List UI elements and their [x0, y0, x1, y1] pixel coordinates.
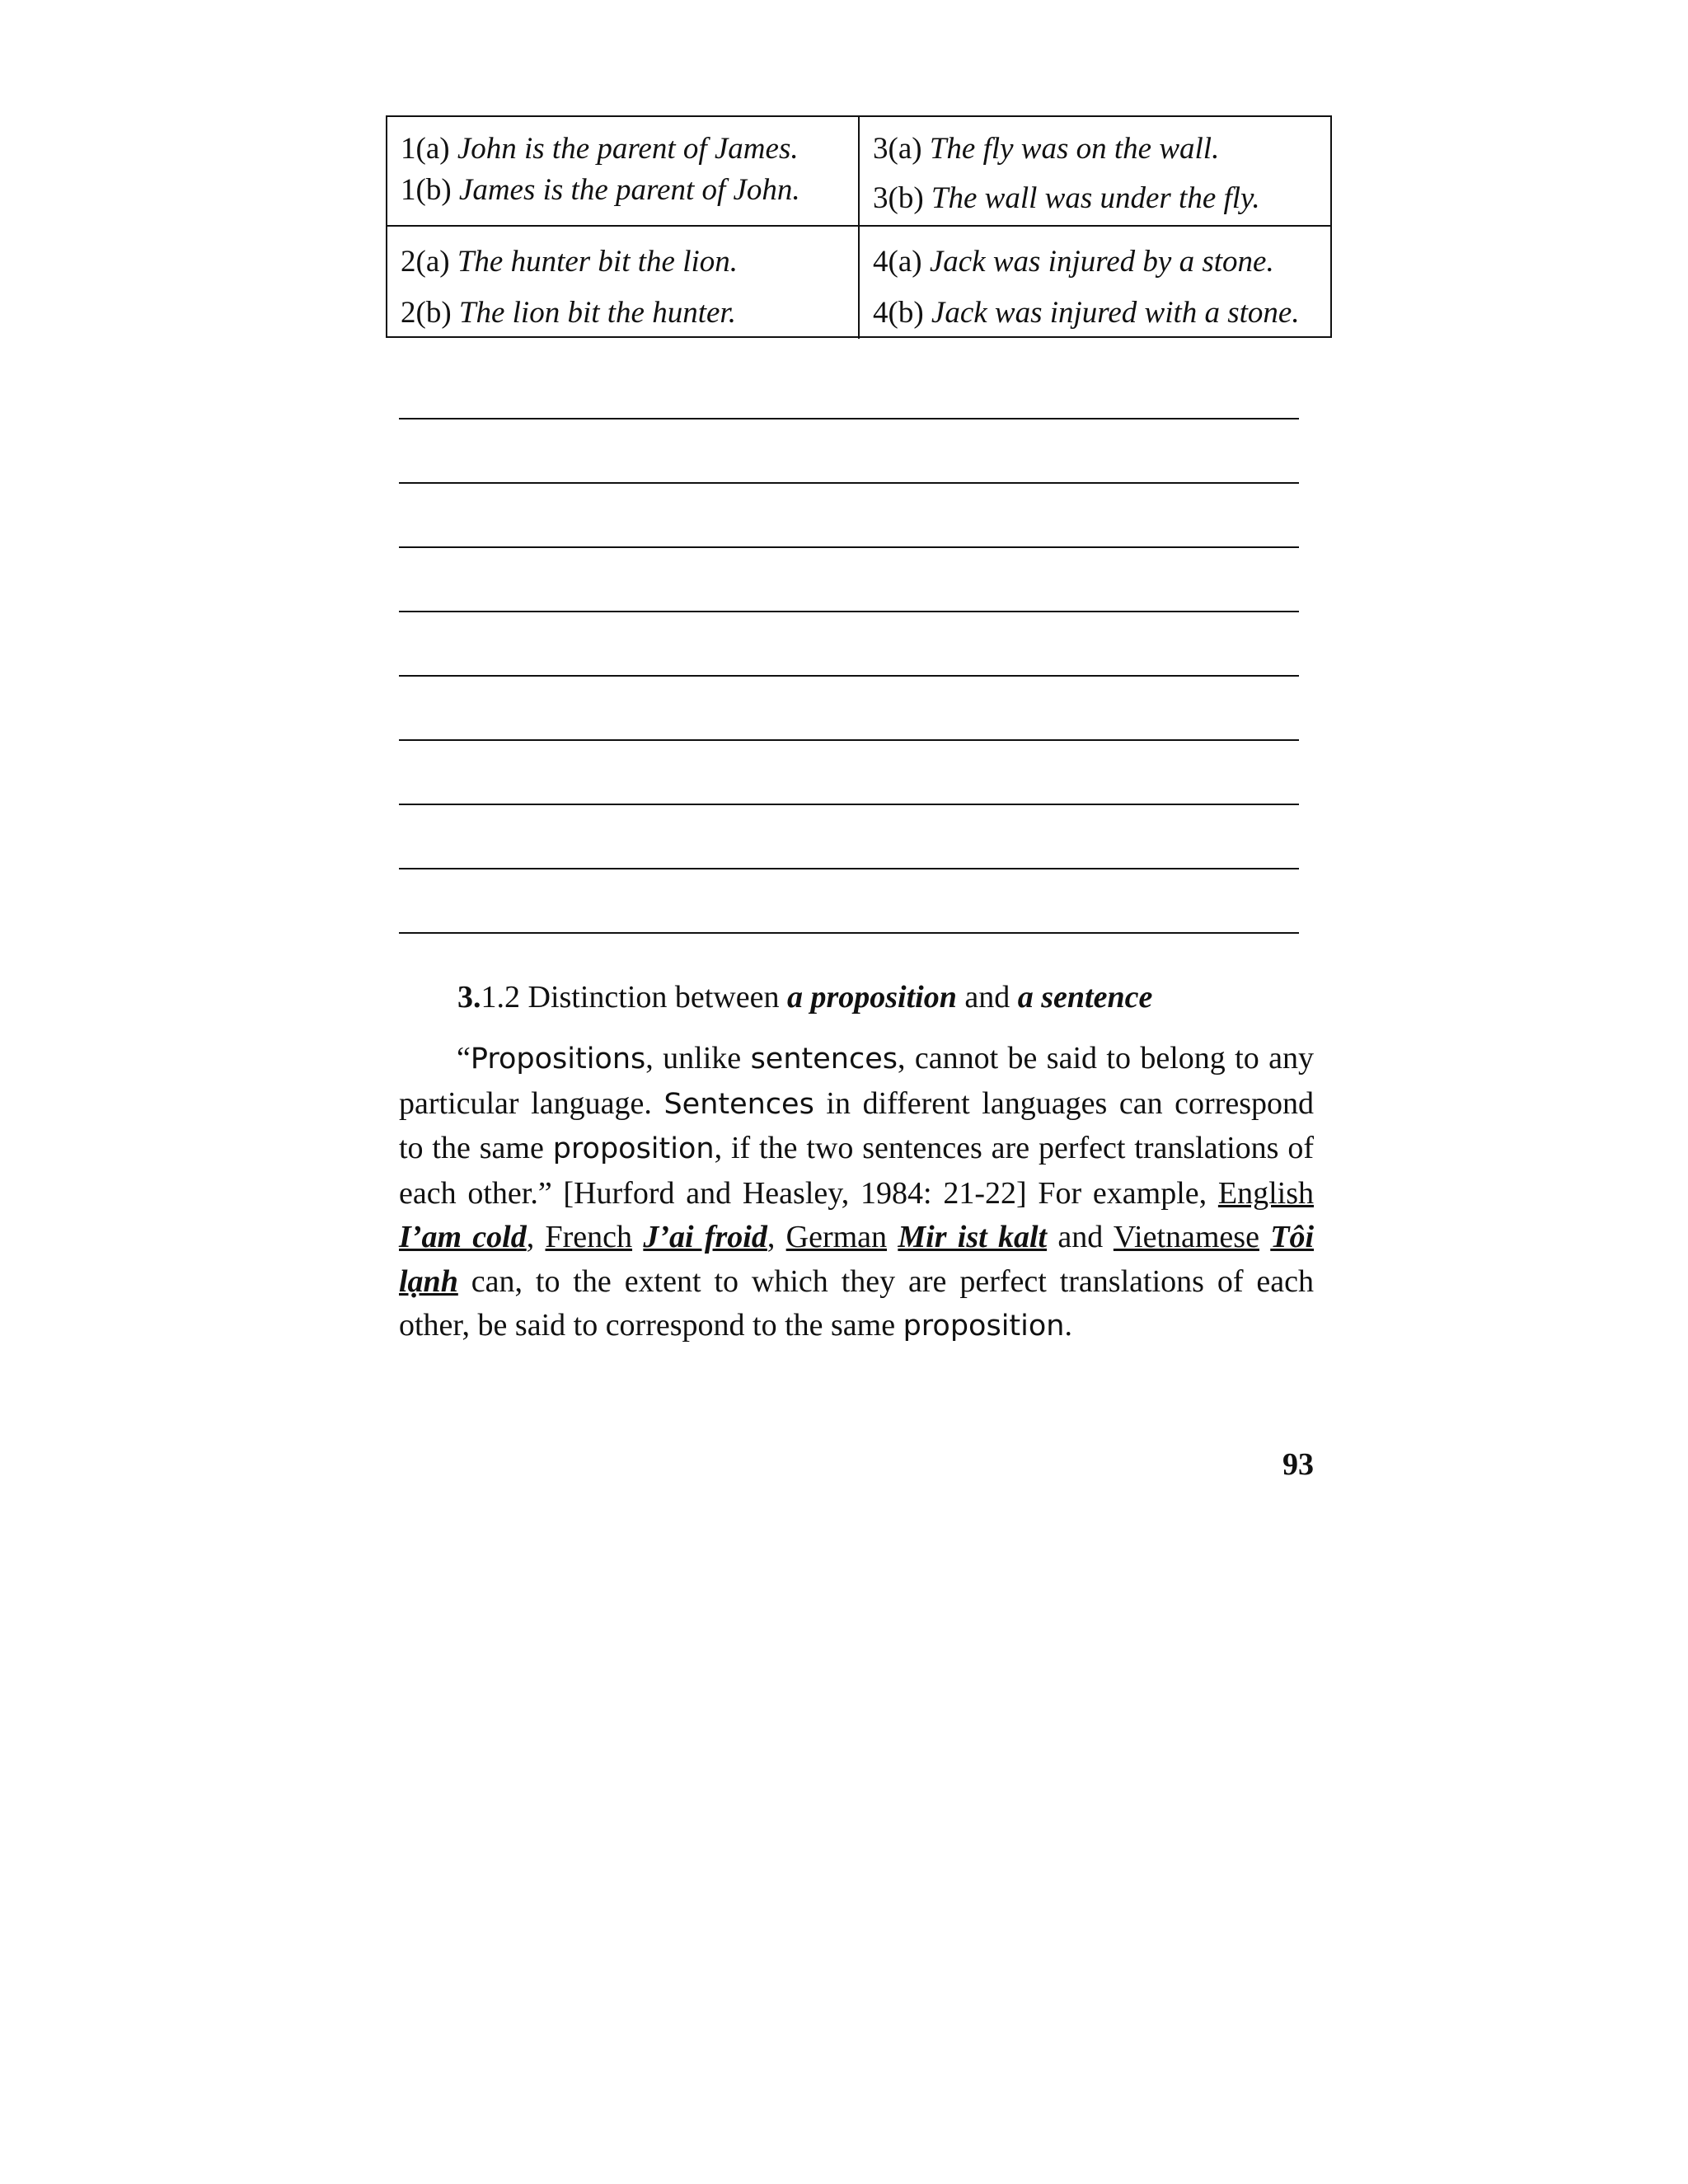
- answer-line: [399, 482, 1299, 484]
- keyword-sentences: sentences: [750, 1043, 898, 1076]
- example-cell-2: [387, 227, 860, 339]
- answer-line: [399, 546, 1299, 548]
- language-german: German: [785, 1220, 888, 1254]
- answer-line: [399, 804, 1299, 805]
- example-2a: 2(a) The hunter bit the lion.: [401, 245, 738, 279]
- keyword-proposition: proposition: [903, 1310, 1065, 1343]
- answer-lines: [399, 418, 1299, 996]
- example-2b: 2(b) The lion bit the hunter.: [401, 296, 736, 330]
- example-3b: 3(b) The wall was under the fly.: [873, 181, 1260, 215]
- keyword-sentences-cap: Sentences: [663, 1087, 814, 1121]
- answer-line: [399, 932, 1299, 934]
- answer-line: [399, 675, 1299, 677]
- example-1b: 1(b) James is the parent of John.: [401, 173, 800, 207]
- example-cell-3: [860, 117, 1330, 227]
- example-english: I’am cold: [399, 1220, 527, 1254]
- answer-line: [399, 611, 1299, 612]
- example-3a: 3(a) The fly was on the wall.: [873, 132, 1220, 166]
- example-sentences-table: [386, 115, 1332, 338]
- language-vietnamese: Vietnamese: [1113, 1220, 1259, 1254]
- page-number: 93: [1282, 1447, 1314, 1482]
- language-french: French: [545, 1220, 633, 1254]
- answer-line: [399, 739, 1299, 741]
- example-4b: 4(b) Jack was injured with a stone.: [873, 296, 1300, 330]
- body-paragraph: “Propositions, unlike sentences, cannot be said to belong to any particular language. Sentences in different languages can correspond to the same proposition, if the two sentences are perfect translations of each other.” [Hurford and Heasley, 1984: 21-22] For example, English I’am cold, French J’ai froid, German Mir ist kalt and Vietnamese Tôi lạnh can, to the extent to which they are perfect translations of each other, be said to correspond to the same proposition.: [399, 1041, 1315, 1343]
- example-french: J’ai froid: [643, 1220, 767, 1254]
- keyword-propositions: Propositions: [470, 1043, 646, 1076]
- example-cell-4: [860, 227, 1330, 339]
- example-vietnamese: Tôi lạnh: [399, 1220, 1315, 1299]
- language-english: English: [1217, 1175, 1314, 1211]
- term-sentence: a sentence: [1017, 980, 1153, 1015]
- example-1a: 1(a) John is the parent of James.: [401, 132, 799, 166]
- term-proposition: a proposition: [786, 980, 957, 1015]
- answer-line: [399, 868, 1299, 869]
- example-german: Mir ist kalt: [898, 1220, 1048, 1254]
- example-cell-1: [387, 117, 860, 227]
- keyword-proposition: proposition: [552, 1132, 715, 1165]
- example-4a: 4(a) Jack was injured by a stone.: [873, 245, 1274, 279]
- section-heading: 3.1.2 Distinction between a proposition and a sentence: [457, 980, 1153, 1015]
- answer-line: [399, 418, 1299, 419]
